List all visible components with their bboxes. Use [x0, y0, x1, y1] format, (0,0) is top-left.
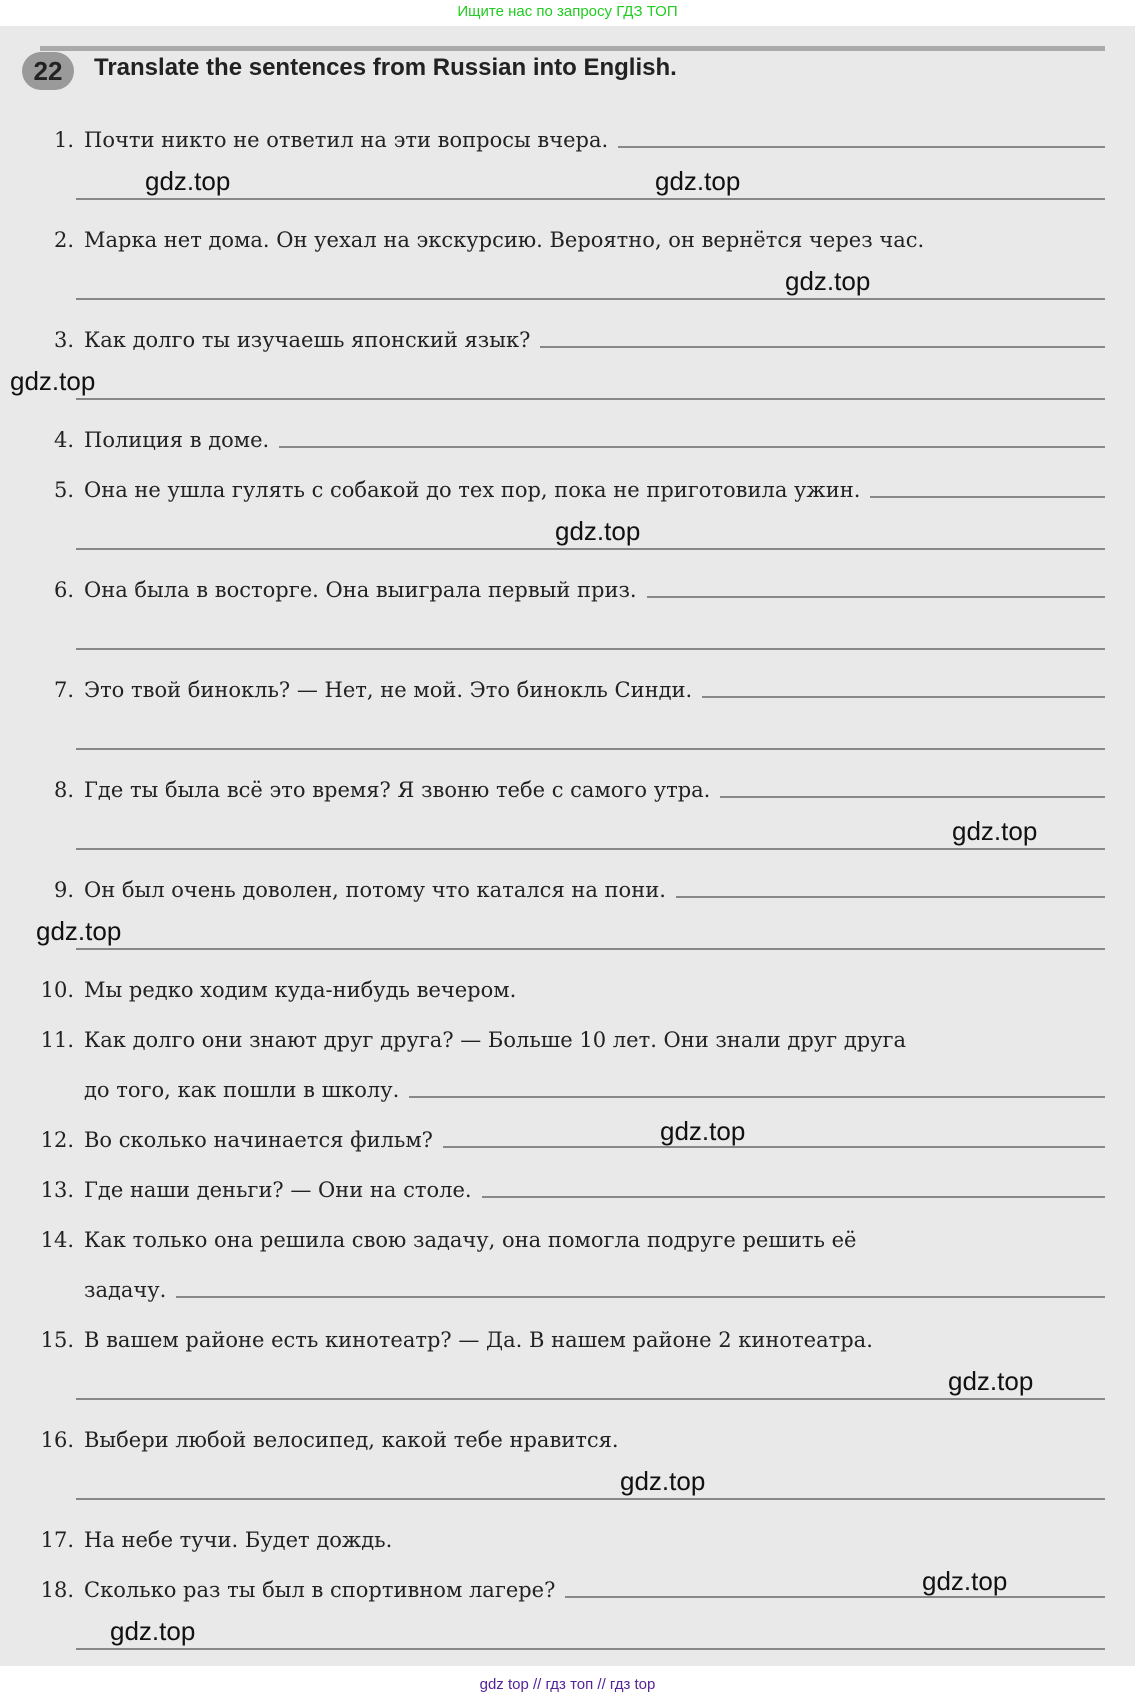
answer-line[interactable] — [647, 595, 1105, 598]
watermark: gdz.top — [145, 166, 231, 196]
answer-line[interactable] — [720, 795, 1105, 798]
item-number: 12. — [40, 1128, 74, 1152]
answer-line[interactable] — [76, 1498, 1105, 1500]
item-number: 1. — [53, 128, 74, 152]
answer-line[interactable] — [676, 895, 1105, 898]
answer-line[interactable] — [76, 848, 1105, 850]
item-text: Как только она решила свою задачу, она помогла подруге решить её — [84, 1228, 857, 1252]
exercise-item — [22, 412, 1105, 452]
item-text: Это твой бинокль? — Нет, не мой. Это бинокль Синди. — [84, 678, 693, 702]
item-text: Сколько раз ты был в спортивном лагере? — [84, 1578, 556, 1602]
exercise-item — [22, 462, 1105, 502]
exercise-title: Translate the sentences from Russian into English. — [94, 54, 677, 81]
exercise-item — [22, 112, 1105, 152]
answer-line[interactable] — [76, 298, 1105, 300]
exercise-item — [22, 1162, 1105, 1202]
item-text: Почти никто не ответил на эти вопросы вчера. — [84, 128, 609, 152]
answer-line[interactable] — [76, 548, 1105, 550]
item-text: Выбери любой велосипед, какой тебе нравится. — [84, 1428, 619, 1452]
watermark: gdz.top — [660, 1116, 746, 1146]
item-text: Он был очень доволен, потому что катался на пони. — [84, 878, 666, 902]
exercise-item — [22, 562, 1105, 602]
bottom-banner[interactable]: gdz top // гдз топ // гдз top — [479, 1676, 656, 1693]
workbook-page — [0, 26, 1135, 1666]
item-number: 13. — [40, 1178, 74, 1202]
item-number: 2. — [53, 228, 74, 252]
item-text: до того, как пошли в школу. — [84, 1078, 400, 1102]
item-text: Мы редко ходим куда-нибудь вечером. — [84, 978, 517, 1002]
item-number: 4. — [53, 428, 74, 452]
item-number: 14. — [40, 1228, 74, 1252]
exercise-item — [22, 1512, 1105, 1552]
exercise-item — [22, 762, 1105, 802]
item-number: 8. — [53, 778, 74, 802]
item-text: Где ты была всё это время? Я звоню тебе с самого утра. — [84, 778, 711, 802]
watermark: gdz.top — [948, 1366, 1034, 1396]
watermark: gdz.top — [36, 916, 122, 946]
item-text: Она была в восторге. Она выиграла первый приз. — [84, 578, 637, 602]
exercise-item — [22, 1412, 1105, 1452]
exercise-item — [22, 1112, 1105, 1152]
answer-line[interactable] — [176, 1295, 1105, 1298]
item-text: Полиция в доме. — [84, 428, 270, 452]
answer-line[interactable] — [76, 398, 1105, 400]
exercise-item-continued — [22, 1062, 1105, 1102]
watermark: gdz.top — [655, 166, 741, 196]
item-number: 5. — [53, 478, 74, 502]
exercise-item — [22, 1212, 1105, 1252]
answer-line[interactable] — [540, 345, 1105, 348]
item-text: В вашем районе есть кинотеатр? — Да. В нашем районе 2 кинотеатра. — [84, 1328, 873, 1352]
watermark: gdz.top — [620, 1466, 706, 1496]
exercise-item — [22, 212, 1105, 252]
item-number: 7. — [53, 678, 74, 702]
item-text: На небе тучи. Будет дождь. — [84, 1528, 393, 1552]
answer-line[interactable] — [618, 145, 1105, 148]
item-text: Где наши деньги? — Они на столе. — [84, 1178, 472, 1202]
answer-line[interactable] — [76, 948, 1105, 950]
divider — [40, 46, 1105, 51]
item-text: Как долго они знают друг друга? — Больше 10 лет. Они знали друг друга — [84, 1028, 907, 1052]
item-number: 15. — [40, 1328, 74, 1352]
exercise-item — [22, 962, 1105, 1002]
item-text: Как долго ты изучаешь японский язык? — [84, 328, 531, 352]
answer-line[interactable] — [76, 1398, 1105, 1400]
answer-line[interactable] — [702, 695, 1105, 698]
item-number: 17. — [40, 1528, 74, 1552]
item-number: 10. — [40, 978, 74, 1002]
exercise-item — [22, 312, 1105, 352]
item-text: Она не ушла гулять с собакой до тех пор, пока не приготовила ужин. — [84, 478, 861, 502]
exercise-item — [22, 862, 1105, 902]
watermark: gdz.top — [10, 366, 96, 396]
item-number: 18. — [40, 1578, 74, 1602]
answer-line[interactable] — [279, 445, 1105, 448]
item-number: 3. — [53, 328, 74, 352]
watermark: gdz.top — [922, 1566, 1008, 1596]
exercise-item-continued — [22, 1262, 1105, 1302]
answer-line[interactable] — [482, 1195, 1105, 1198]
item-text: Марка нет дома. Он уехал на экскурсию. Вероятно, он вернётся через час. — [84, 228, 925, 252]
watermark: gdz.top — [110, 1616, 196, 1646]
watermark: gdz.top — [555, 516, 641, 546]
answer-line[interactable] — [565, 1595, 1105, 1598]
answer-line[interactable] — [76, 748, 1105, 750]
item-number: 9. — [53, 878, 74, 902]
item-number: 16. — [40, 1428, 74, 1452]
watermark: gdz.top — [952, 816, 1038, 846]
item-number: 11. — [40, 1028, 74, 1052]
answer-line[interactable] — [443, 1145, 1105, 1148]
item-text: Во сколько начинается фильм? — [84, 1128, 433, 1152]
answer-line[interactable] — [76, 198, 1105, 200]
exercise-item — [22, 662, 1105, 702]
exercise-number: 22 — [22, 52, 74, 90]
watermark: gdz.top — [785, 266, 871, 296]
answer-line[interactable] — [409, 1095, 1105, 1098]
answer-line[interactable] — [76, 1648, 1105, 1650]
item-text: задачу. — [84, 1278, 167, 1302]
answer-line[interactable] — [76, 648, 1105, 650]
answer-line[interactable] — [870, 495, 1105, 498]
exercise-item — [22, 1312, 1105, 1352]
exercise-item — [22, 1012, 1105, 1052]
top-banner[interactable]: Ищите нас по запросу ГДЗ ТОП — [457, 3, 678, 20]
item-number: 6. — [53, 578, 74, 602]
